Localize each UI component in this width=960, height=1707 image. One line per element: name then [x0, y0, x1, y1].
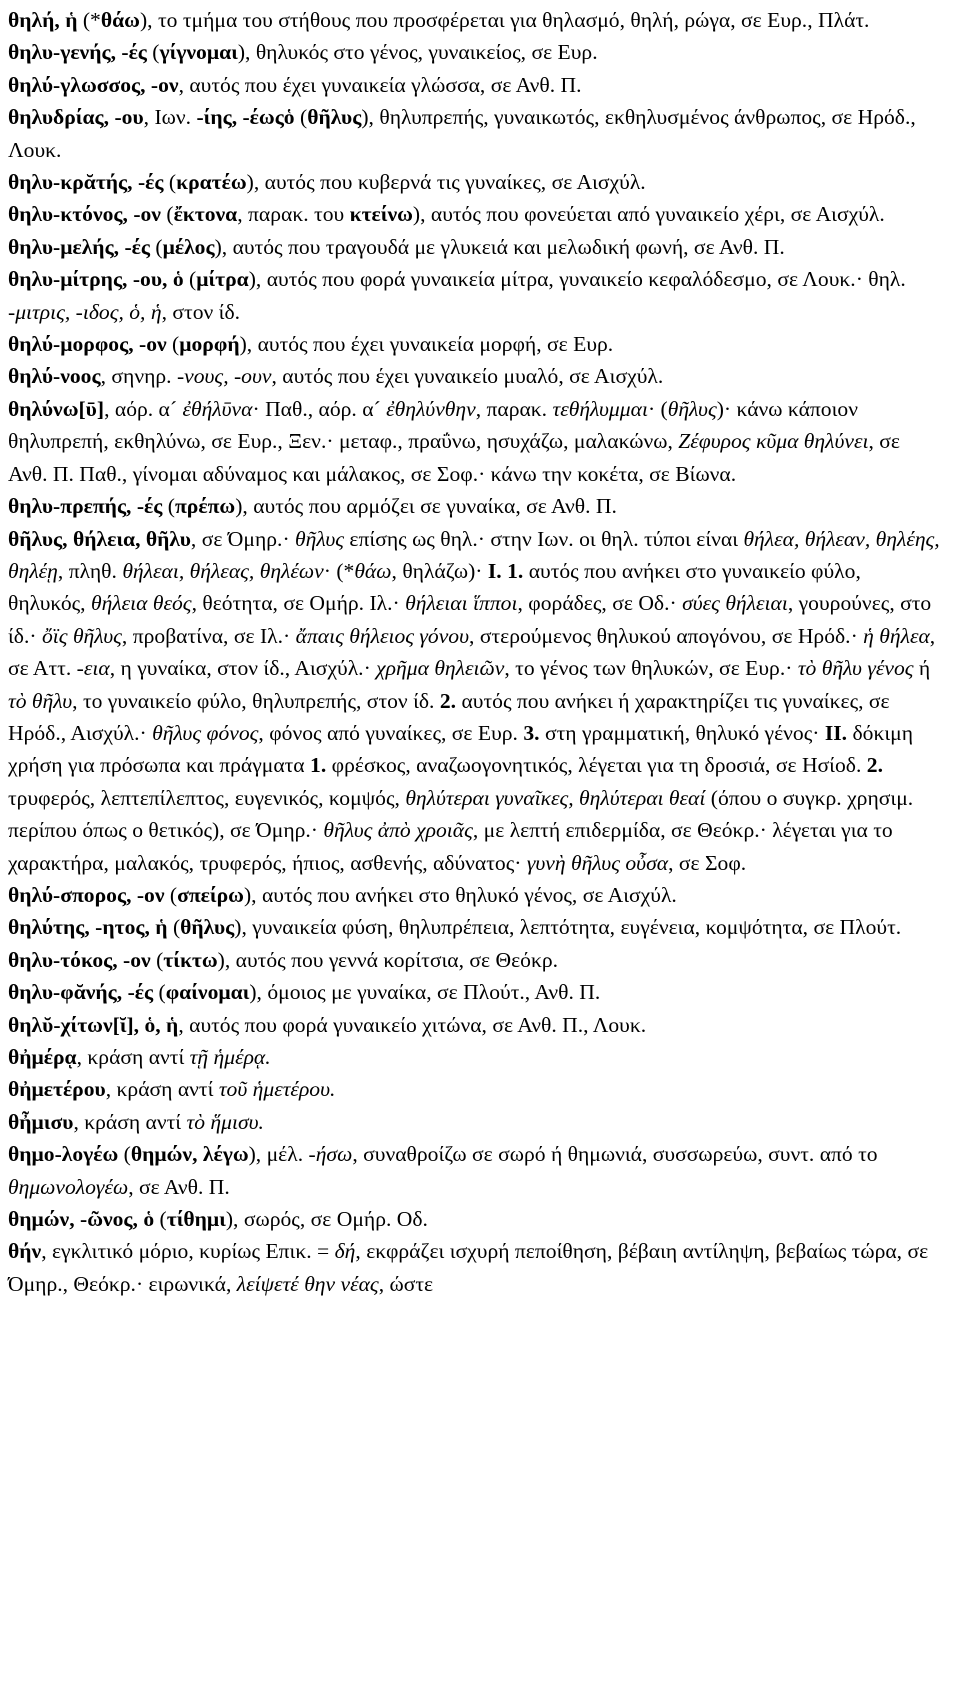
citation: τὸ ἥμισυ. — [186, 1109, 264, 1134]
definition-text: · ( — [647, 396, 668, 421]
citation: -ήσω — [308, 1142, 353, 1167]
definition-text: · (* — [323, 558, 355, 583]
definition-text: ( — [154, 1207, 167, 1232]
definition-text: ( — [163, 170, 177, 195]
dictionary-entry — [8, 1235, 942, 1300]
definition-text: ), θηλυπρεπής, γυναικωτός, εκθηλυσμένος άνθρωπος, σε Ηρόδ., Λουκ. — [8, 105, 916, 162]
definition-text: ), αυτός που γεννά κορίτσια, σε Θεόκρ. — [217, 947, 559, 972]
definition-text: ( — [160, 202, 174, 227]
headword: θηλύνω[ῡ] — [8, 396, 105, 421]
dictionary-entry — [8, 198, 942, 230]
definition-text: , στερούμενος θηλυκού απογόνου, σε Ηρόδ.· — [469, 623, 864, 648]
citation: τοῦ ἡμετέρου. — [218, 1077, 336, 1102]
dictionary-entry — [8, 1041, 942, 1073]
dictionary-entry — [8, 36, 942, 68]
headword: θηλύ-γλωσσος, -ον — [8, 72, 179, 97]
definition-text: , σε Όμηρ.· — [190, 526, 296, 551]
headword: θημών, λέγω — [130, 1142, 249, 1167]
definition-text: ), όμοιος με γυναίκα, σε Πλούτ., Ανθ. Π. — [249, 980, 601, 1005]
headword: θἠμέρᾳ — [8, 1045, 77, 1069]
citation: θάω — [354, 558, 392, 583]
citation: τὸ θῆλυ — [8, 688, 73, 713]
dictionary-entry — [8, 166, 942, 198]
headword: θἠμετέρου — [8, 1077, 106, 1102]
citation: -νους, -ουν — [176, 364, 272, 389]
citation: θῆλυς — [667, 396, 717, 421]
headword: I. 1. — [487, 558, 524, 583]
headword: τίκτω — [163, 947, 218, 972]
definition-text: , θεότητα, σε Ομήρ. Ιλ.· — [191, 591, 406, 616]
dictionary-entry — [8, 1073, 942, 1105]
dictionary-entry — [8, 1138, 942, 1203]
dictionary-entry — [8, 393, 942, 490]
dictionary-entry — [8, 879, 942, 911]
definition-text: ), αυτός που έχει γυναικεία μορφή, σε Ευρ. — [239, 332, 614, 357]
dictionary-entry — [8, 360, 942, 392]
definition-text: (όπου ο συγκρ. χρησιμ. περίπου όπως ο θετικός), σε Όμηρ.· — [8, 785, 914, 843]
citation: θήλεα, θήλεαν, θηλέης, θηλέῃ — [8, 526, 940, 583]
headword: θῆλυς, θήλεια, θῆλυ — [8, 526, 191, 551]
definition-text: ), σωρός, σε Ομήρ. Οδ. — [225, 1207, 428, 1232]
definition-text: , αόρ. α´ — [104, 396, 183, 421]
definition-text: , ώστε — [378, 1271, 434, 1296]
headword: θηλύ-σπορος, -ον — [8, 882, 165, 907]
headword: θημών, -ῶνος, ὁ — [8, 1207, 155, 1232]
definition-text: ( — [294, 105, 308, 130]
citation: θῆλυς — [295, 526, 345, 551]
definition-text: , το γυναικείο φύλο, θηλυπρεπής, στον ίδ. — [72, 688, 440, 713]
headword: 2. — [866, 753, 883, 778]
headword: θηλυδρίας, -ου — [8, 105, 144, 130]
citation: λείψετέ θην νέας — [236, 1271, 379, 1296]
definition-text: φρέσκος, αναζωογονητικός, λέγεται για τη δροσιά, σε Ησίοδ. — [326, 753, 867, 778]
headword: θηλυ-φᾰνής, -ές — [8, 980, 154, 1005]
definition-text: ), το τμήμα του στήθους που προσφέρεται για θηλασμό, θηλή, ρώγα, σε Ευρ., Πλάτ. — [139, 8, 870, 32]
dictionary-entry — [8, 101, 942, 166]
headword: 3. — [523, 720, 540, 745]
headword: κτείνω — [349, 202, 413, 227]
definition-text: , φοράδες, σε Οδ.· — [517, 591, 683, 616]
citation: ὄϊς θῆλυς — [41, 623, 122, 648]
definition-text: , θηλάζω)· — [391, 558, 488, 583]
definition-text: , σε Αττ. — [8, 623, 936, 681]
definition-text: ( — [162, 494, 175, 519]
definition-text: , σε Ανθ. Π. — [128, 1174, 230, 1199]
headword: θήν — [8, 1239, 42, 1264]
definition-text: αυτός που ανήκει ή χαρακτηρίζει τις γυναίκες, σε Ηρόδ., Αισχύλ.· — [8, 688, 890, 745]
definition-text: ), αυτός που ανήκει στο θηλυκό γένος, σε Αισχύλ. — [243, 882, 677, 907]
citation: γυνὴ θῆλυς οὖσα — [526, 850, 669, 875]
definition-text: , πληθ. — [57, 558, 123, 583]
definition-text: ( — [146, 40, 160, 65]
definition-text: , παρακ. — [475, 396, 553, 421]
dictionary-entry — [8, 263, 942, 328]
definition-text: , αυτός που έχει γυναικείο μυαλό, σε Αισχύλ. — [271, 364, 664, 389]
citation: ἐθηλύνθην — [386, 396, 476, 421]
definition-text: , εκφράζει ισχυρή πεποίθηση, βέβαιη αντίληψη, βεβαίως τώρα, σε Όμηρ., Θεόκρ.· ειρωνικά, — [8, 1239, 929, 1296]
dictionary-entry — [8, 490, 942, 522]
definition-text: ( — [118, 1142, 131, 1167]
definition-text: · Παθ., αόρ. α´ — [252, 396, 387, 421]
dictionary-entry — [8, 523, 942, 879]
definition-text: , προβατίνα, σε Ιλ.· — [121, 623, 296, 648]
definition-text: , παρακ. του — [237, 202, 350, 227]
citation: θήλεαι, θήλεας, θηλέων — [122, 558, 324, 583]
headword: θάω — [100, 8, 140, 32]
headword: θηλύ-νοος — [8, 364, 101, 389]
headword: μορφή — [179, 332, 240, 357]
citation: ἡ θήλεα — [863, 623, 930, 648]
citation: τῇ ἡμέρᾳ. — [189, 1045, 271, 1069]
headword: θηλυ-μίτρης, -ου, ὁ — [8, 267, 184, 292]
citation: θήλειαι ἵπποι — [405, 591, 518, 616]
headword: θηλύτης, -ητος, ἡ — [8, 915, 168, 940]
definition-text: , γουρούνες, στο ίδ.· — [8, 591, 932, 648]
definition-text: ( — [153, 980, 166, 1005]
headword: θἦμισυ — [8, 1109, 74, 1134]
headword: μέλος — [162, 234, 215, 259]
dictionary-entry — [8, 69, 942, 101]
headword: II. — [824, 720, 848, 745]
headword: σπείρω — [177, 882, 244, 907]
definition-text: ), μέλ. — [248, 1142, 309, 1167]
definition-text: , σε Σοφ. — [668, 850, 747, 875]
definition-text: ), αυτός που κυβερνά τις γυναίκες, σε Αισχύλ. — [246, 170, 646, 195]
definition-text: , με λεπτή επιδερμίδα, σε Θεόκρ.· λέγεται για το χαρακτήρα, μαλακός, τρυφερός, ήπιος, ασθενής, αδύνατος· — [8, 818, 893, 875]
citation: θηλύτεραι γυναῖκες, θηλύτεραι θεαί — [405, 785, 706, 810]
headword: πρέπω — [174, 494, 236, 519]
definition-text: ( — [150, 234, 163, 259]
dictionary-entry — [8, 1106, 942, 1138]
citation: Ζέφυρος κῦμα θηλύνει — [678, 429, 869, 454]
definition-text: , αυτός που έχει γυναικεία γλώσσα, σε Ανθ. Π. — [178, 72, 582, 97]
headword: τίθημι — [166, 1207, 226, 1232]
dictionary-entry — [8, 4, 942, 36]
citation: -μιτρις, -ιδος, ὁ, ἡ — [8, 299, 162, 324]
citation: τὸ θῆλυ γένος — [797, 656, 914, 681]
dictionary-entry — [8, 944, 942, 976]
definition-text: αυτός που ανήκει στο γυναικείο φύλο, θηλυκός, — [8, 558, 861, 616]
definition-text: ), αυτός που φορά γυναικεία μίτρα, γυναικείο κεφαλόδεσμο, σε Λουκ.· θηλ. — [248, 267, 906, 292]
definition-text: στη γραμματική, θηλυκό γένος· — [539, 720, 825, 745]
definition-text: δόκιμη χρήση για πρόσωπα και πράγματα — [8, 720, 914, 778]
definition-text: , το γένος των θηλυκών, σε Ευρ.· — [504, 656, 798, 681]
citation: σύες θήλειαι — [682, 591, 788, 616]
definition-text: , Ιων. — [143, 105, 197, 130]
definition-text: ( — [150, 947, 164, 972]
headword: θηλυ-κρᾰτής, -ές — [8, 170, 164, 195]
headword: 1. — [310, 753, 327, 778]
definition-text: )· κάνω κάποιον θηλυπρεπή, εκθηλύνω, σε Ευρ., Ξεν.· μεταφ., πραΰνω, ησυχάζω, μαλακώνω, — [8, 396, 858, 454]
citation: θήλεια θεός — [90, 591, 192, 616]
headword: θῆλυς — [307, 105, 362, 130]
citation: ἄπαις θήλειος γόνου — [295, 623, 470, 648]
definition-text: ), αυτός που φονεύεται από γυναικείο χέρι, σε Αισχύλ. — [412, 202, 885, 227]
definition-text: επίσης ως θηλ.· στην Ιων. οι θηλ. τύποι είναι — [344, 526, 744, 551]
definition-text: , η γυναίκα, στον ίδ., Αισχύλ.· — [109, 656, 377, 681]
headword: θῆλυς — [180, 915, 235, 940]
citation: -εια — [76, 656, 110, 681]
headword: θηλυ-γενής, -ές — [8, 40, 147, 65]
definition-text: , αυτός που φορά γυναικείο χιτώνα, σε Ανθ. Π., Λουκ. — [178, 1012, 647, 1037]
citation: τεθήλυμμαι — [552, 396, 648, 421]
definition-text: , κράση αντί — [105, 1077, 219, 1102]
citation: θημωνολογέω — [8, 1174, 129, 1199]
citation: θῆλυς φόνος — [152, 720, 259, 745]
citation: θῆλυς ἀπὸ χροιᾶς — [323, 818, 473, 843]
headword: 2. — [439, 688, 457, 713]
definition-text: ), θηλυκός στο γένος, γυναικείος, σε Ευρ. — [237, 40, 598, 65]
dictionary-entry — [8, 328, 942, 360]
headword: κρατέω — [176, 170, 247, 195]
definition-text: , στον ίδ. — [161, 299, 241, 324]
definition-text: , κράση αντί — [73, 1109, 187, 1134]
definition-text: ), αυτός που τραγουδά με γλυκειά και μελωδική φωνή, σε Ανθ. Π. — [214, 234, 785, 259]
definition-text: ), γυναικεία φύση, θηλυπρέπεια, λεπτότητα, ευγένεια, κομψότητα, σε Πλούτ. — [234, 915, 902, 940]
headword: θηλή, ἡ — [8, 8, 78, 32]
definition-text: ή — [913, 656, 931, 681]
definition-text: ( — [166, 332, 180, 357]
citation: ἐθήλῡνα — [182, 396, 253, 421]
definition-text: ( — [183, 267, 197, 292]
headword: θηλυ-κτόνος, -ον — [8, 202, 161, 227]
definition-text: τρυφερός, λεπτεπίλεπτος, ευγενικός, κομψός, — [8, 785, 406, 810]
definition-text: , σε Ανθ. Π. Παθ., γίνομαι αδύναμος και μάλακος, σε Σοφ.· κάνω την κοκέτα, σε Βίωνα. — [8, 429, 901, 486]
definition-text: , σηνηρ. — [100, 364, 177, 389]
definition-text: ( — [164, 882, 178, 907]
definition-text: ), αυτός που αρμόζει σε γυναίκα, σε Ανθ. Π. — [235, 494, 617, 519]
headword: θημο-λογέω — [8, 1142, 119, 1167]
citation: χρῆμα θηλειῶν — [376, 656, 505, 681]
citation: δή — [334, 1239, 356, 1264]
headword: -ίης, -έωςὁ — [196, 105, 295, 130]
definition-text: (* — [77, 8, 101, 32]
dictionary-entry — [8, 911, 942, 943]
headword: θηλύ-μορφος, -ον — [8, 332, 167, 357]
headword: θηλῠ-χίτων[ῐ], ὁ, ἡ — [8, 1012, 179, 1037]
headword: γίγνομαι — [159, 40, 238, 65]
headword: φαίνομαι — [165, 980, 250, 1005]
dictionary-entry — [8, 231, 942, 263]
headword: θηλυ-πρεπής, -ές — [8, 494, 163, 519]
definition-text: ( — [167, 915, 181, 940]
definition-text: , συναθροίζω σε σωρό ή θημωνιά, συσσωρεύω, συντ. από το — [352, 1142, 878, 1167]
definition-text: , κράση αντί — [76, 1045, 190, 1069]
dictionary-entry — [8, 976, 942, 1008]
headword: μίτρα — [196, 267, 249, 292]
headword: ἔκτονα — [173, 202, 238, 227]
definition-text: , φόνος από γυναίκες, σε Ευρ. — [258, 720, 524, 745]
headword: θηλυ-μελής, -ές — [8, 234, 151, 259]
dictionary-entry — [8, 1009, 942, 1041]
dictionary-entry — [8, 1203, 942, 1235]
headword: θηλυ-τόκος, -ον — [8, 947, 151, 972]
definition-text: , εγκλιτικό μόριο, κυρίως Επικ. = — [41, 1239, 335, 1264]
